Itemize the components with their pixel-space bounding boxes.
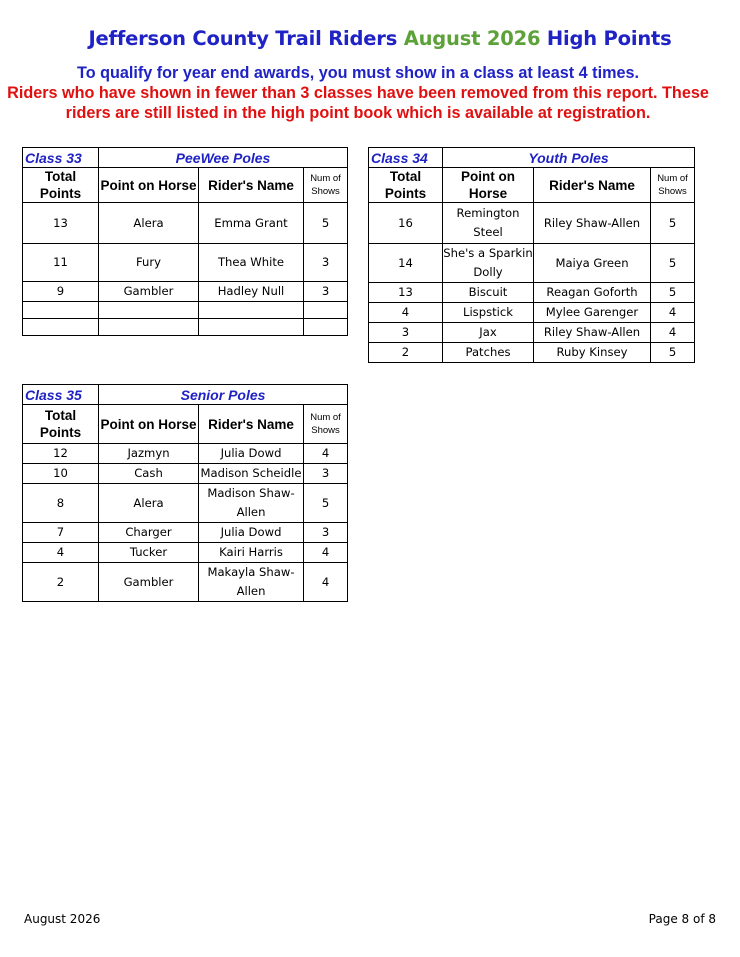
rider-cell: Madison Scheidle xyxy=(199,464,304,484)
rider-cell: Makayla Shaw-Allen xyxy=(199,563,304,602)
rider-cell: Riley Shaw-Allen xyxy=(534,203,651,244)
table-row xyxy=(23,484,348,523)
qualification-notice xyxy=(0,63,716,123)
horse-cell: She's a Sparkin Dolly xyxy=(443,244,534,283)
horse-cell: Jazmyn xyxy=(99,444,199,464)
notice-removed: Riders who have shown in fewer than 3 classes have been removed from this report. These riders are still listed in the high point book which is available at registration. xyxy=(7,84,709,122)
shows-cell: 4 xyxy=(651,323,695,343)
col-total-points: Total Points xyxy=(23,168,99,203)
horse-cell: Patches xyxy=(443,343,534,363)
shows-cell: 4 xyxy=(304,444,348,464)
class-header xyxy=(23,385,348,405)
horse-cell: Gambler xyxy=(99,563,199,602)
col-total-points: Total Points xyxy=(23,405,99,444)
col-riders-name: Rider's Name xyxy=(534,168,651,203)
shows-cell: 5 xyxy=(304,203,348,244)
shows-cell: 5 xyxy=(651,343,695,363)
col-num-of-shows: Num of Shows xyxy=(651,168,695,203)
table-row xyxy=(23,444,348,464)
table-row xyxy=(23,203,348,244)
table-row xyxy=(369,303,695,323)
table-row xyxy=(23,523,348,543)
table-row xyxy=(23,543,348,563)
col-point-on-horse: Point on Horse xyxy=(99,405,199,444)
points-cell: 13 xyxy=(23,203,99,244)
rider-cell: Emma Grant xyxy=(199,203,304,244)
col-num-of-shows: Num of Shows xyxy=(304,405,348,444)
class-label: Class 34 xyxy=(369,148,443,168)
shows-cell: 3 xyxy=(304,464,348,484)
class-33-table xyxy=(22,147,348,336)
rider-cell: Reagan Goforth xyxy=(534,283,651,303)
shows-cell: 3 xyxy=(304,523,348,543)
rider-cell: Ruby Kinsey xyxy=(534,343,651,363)
empty-row xyxy=(23,302,348,319)
title-suffix: High Points xyxy=(546,27,672,50)
footer-page-number: Page 8 of 8 xyxy=(648,912,716,926)
shows-cell: 3 xyxy=(304,282,348,302)
horse-cell: Gambler xyxy=(99,282,199,302)
table-row xyxy=(23,563,348,602)
class-label: Class 33 xyxy=(23,148,99,168)
rider-cell: Maiya Green xyxy=(534,244,651,283)
points-cell: 2 xyxy=(23,563,99,602)
title-month: August 2026 xyxy=(403,27,541,50)
footer-date: August 2026 xyxy=(24,912,101,926)
points-cell: 13 xyxy=(369,283,443,303)
points-cell: 12 xyxy=(23,444,99,464)
shows-cell: 4 xyxy=(304,563,348,602)
horse-cell: Remington Steel xyxy=(443,203,534,244)
table-row xyxy=(23,282,348,302)
points-cell: 14 xyxy=(369,244,443,283)
rider-cell: Julia Dowd xyxy=(199,523,304,543)
column-header-row xyxy=(369,168,695,203)
rider-cell: Julia Dowd xyxy=(199,444,304,464)
table-row xyxy=(23,464,348,484)
rider-cell: Madison Shaw-Allen xyxy=(199,484,304,523)
column-header-row xyxy=(23,405,348,444)
table-row xyxy=(23,244,348,282)
points-cell: 11 xyxy=(23,244,99,282)
horse-cell: Lispstick xyxy=(443,303,534,323)
class-header xyxy=(369,148,695,168)
rider-cell: Hadley Null xyxy=(199,282,304,302)
col-point-on-horse: Point on Horse xyxy=(443,168,534,203)
horse-cell: Cash xyxy=(99,464,199,484)
rider-cell: Thea White xyxy=(199,244,304,282)
col-riders-name: Rider's Name xyxy=(199,168,304,203)
table-row xyxy=(369,323,695,343)
col-total-points: Total Points xyxy=(369,168,443,203)
class-name: PeeWee Poles xyxy=(99,148,348,168)
points-cell: 3 xyxy=(369,323,443,343)
column-header-row xyxy=(23,168,348,203)
shows-cell: 5 xyxy=(651,283,695,303)
table-row xyxy=(369,244,695,283)
points-cell: 8 xyxy=(23,484,99,523)
table-row xyxy=(369,343,695,363)
rider-cell: Kairi Harris xyxy=(199,543,304,563)
horse-cell: Biscuit xyxy=(443,283,534,303)
notice-qualify: To qualify for year end awards, you must show in a class at least 4 times. xyxy=(77,64,639,82)
shows-cell: 5 xyxy=(304,484,348,523)
horse-cell: Alera xyxy=(99,484,199,523)
col-num-of-shows: Num of Shows xyxy=(304,168,348,203)
rider-cell: Mylee Garenger xyxy=(534,303,651,323)
points-cell: 2 xyxy=(369,343,443,363)
class-label: Class 35 xyxy=(23,385,99,405)
horse-cell: Alera xyxy=(99,203,199,244)
horse-cell: Charger xyxy=(99,523,199,543)
shows-cell: 5 xyxy=(651,203,695,244)
class-35-table xyxy=(22,384,348,602)
horse-cell: Tucker xyxy=(99,543,199,563)
shows-cell: 5 xyxy=(651,244,695,283)
class-name: Youth Poles xyxy=(443,148,695,168)
title-club: Jefferson County Trail Riders xyxy=(88,27,398,50)
shows-cell: 4 xyxy=(651,303,695,323)
points-cell: 10 xyxy=(23,464,99,484)
class-34-table xyxy=(368,147,695,363)
table-row xyxy=(369,283,695,303)
page-title xyxy=(0,27,740,50)
shows-cell: 3 xyxy=(304,244,348,282)
points-cell: 4 xyxy=(369,303,443,323)
class-name: Senior Poles xyxy=(99,385,348,405)
points-cell: 9 xyxy=(23,282,99,302)
col-riders-name: Rider's Name xyxy=(199,405,304,444)
empty-row xyxy=(23,319,348,336)
col-point-on-horse: Point on Horse xyxy=(99,168,199,203)
points-cell: 16 xyxy=(369,203,443,244)
points-cell: 7 xyxy=(23,523,99,543)
rider-cell: Riley Shaw-Allen xyxy=(534,323,651,343)
shows-cell: 4 xyxy=(304,543,348,563)
points-cell: 4 xyxy=(23,543,99,563)
horse-cell: Fury xyxy=(99,244,199,282)
horse-cell: Jax xyxy=(443,323,534,343)
class-header xyxy=(23,148,348,168)
table-row xyxy=(369,203,695,244)
